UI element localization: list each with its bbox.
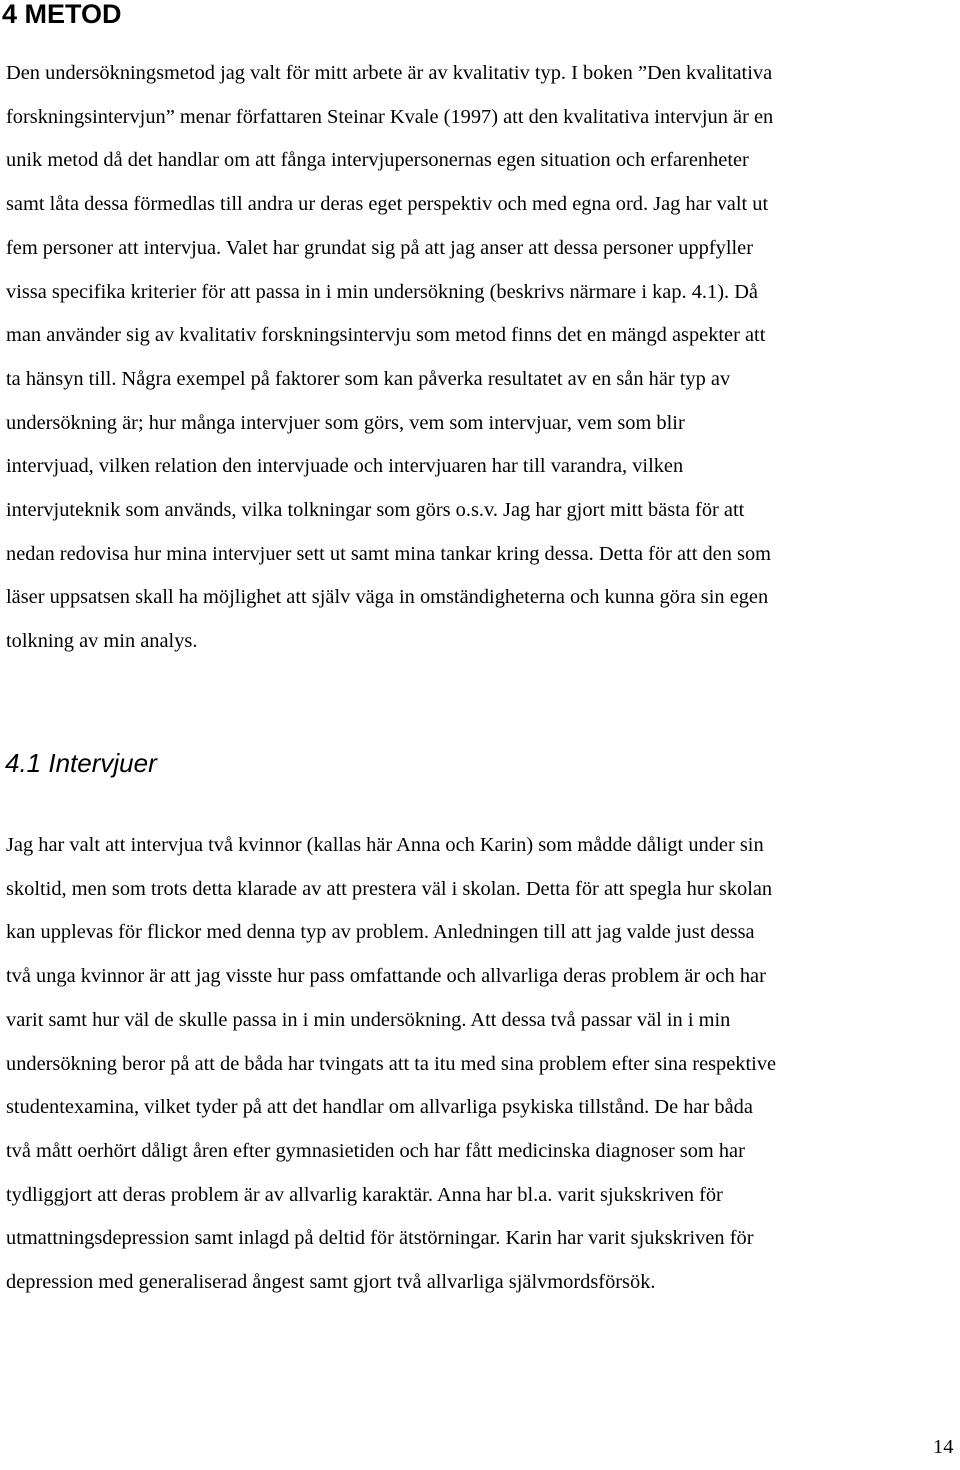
paragraph-line: läser uppsatsen skall ha möjlighet att själv väga in omständigheterna och kunna göra sin egen [6,586,769,609]
paragraph-line: man använder sig av kvalitativ forskningsintervju som metod finns det en mängd aspekter att [6,324,766,347]
section-paragraph [6,52,773,664]
paragraph-line: undersökning är; hur många intervjuer som görs, vem som intervjuar, vem som blir [6,411,685,434]
paragraph-line: tolkning av min analys. [6,630,198,653]
paragraph-line: två mått oerhört dåligt åren efter gymnasietiden och har fått medicinska diagnoser som har [6,1139,745,1162]
subsection-paragraph [6,824,776,1305]
paragraph-line: depression med generaliserad ångest samt gjort två allvarliga självmordsförsök. [6,1271,656,1294]
paragraph-line: fem personer att intervjua. Valet har grundat sig på att jag anser att dessa personer uppfyller [6,236,754,259]
paragraph-line: samt låta dessa förmedlas till andra ur deras eget perspektiv och med egna ord. Jag har valt ut [6,193,769,216]
paragraph-line: studentexamina, vilket tyder på att det handlar om allvarliga psykiska tillstånd. De har båda [6,1096,753,1119]
paragraph-line: tydliggjort att deras problem är av allvarlig karaktär. Anna har bl.a. varit sjukskriven för [6,1183,723,1206]
paragraph-line: intervjuad, vilken relation den intervjuade och intervjuaren har till varandra, vilken [6,455,684,478]
paragraph-line: Den undersökningsmetod jag valt för mitt arbete är av kvalitativ typ. I boken ”Den kvalitativa [6,62,773,84]
section-heading: 4 METOD [2,0,122,29]
paragraph-line: undersökning beror på att de båda har tvingats att ta itu med sina problem efter sina respektive [6,1052,777,1075]
subsection-heading: 4.1 Intervjuer [5,748,157,778]
paragraph-line: unik metod då det handlar om att fånga intervjupersonernas egen situation och erfarenheter [6,149,749,172]
paragraph-line: Jag har valt att intervjua två kvinnor (kallas här Anna och Karin) som mådde dåligt under sin [6,834,764,856]
paragraph-line: varit samt hur väl de skulle passa in i min undersökning. Att dessa två passar väl in i min [6,1008,731,1031]
paragraph-line: utmattningsdepression samt inlagd på deltid för ätstörningar. Karin har varit sjukskriven för [6,1227,754,1250]
paragraph-line: två unga kvinnor är att jag visste hur pass omfattande och allvarliga deras problem är och har [6,965,766,988]
paragraph-line: kan upplevas för flickor med denna typ av problem. Anledningen till att jag valde just dessa [6,921,755,944]
page-number: 14 [933,1436,954,1458]
paragraph-line: skoltid, men som trots detta klarade av att prestera väl i skolan. Detta för att spegla hur skolan [6,877,773,900]
paragraph-line: nedan redovisa hur mina intervjuer sett ut samt mina tankar kring dessa. Detta för att den som [6,542,771,565]
paragraph-line: ta hänsyn till. Några exempel på faktorer som kan påverka resultatet av en sån här typ av [6,367,731,390]
paragraph-line: forskningsintervjun” menar författaren Steinar Kvale (1997) att den kvalitativa intervjun är en [6,105,774,128]
paragraph-line: intervjuteknik som används, vilka tolkningar som görs o.s.v. Jag har gjort mitt bästa för att [6,499,745,522]
paragraph-line: vissa specifika kriterier för att passa in i min undersökning (beskrivs närmare i kap. 4.1). Då [6,280,758,303]
